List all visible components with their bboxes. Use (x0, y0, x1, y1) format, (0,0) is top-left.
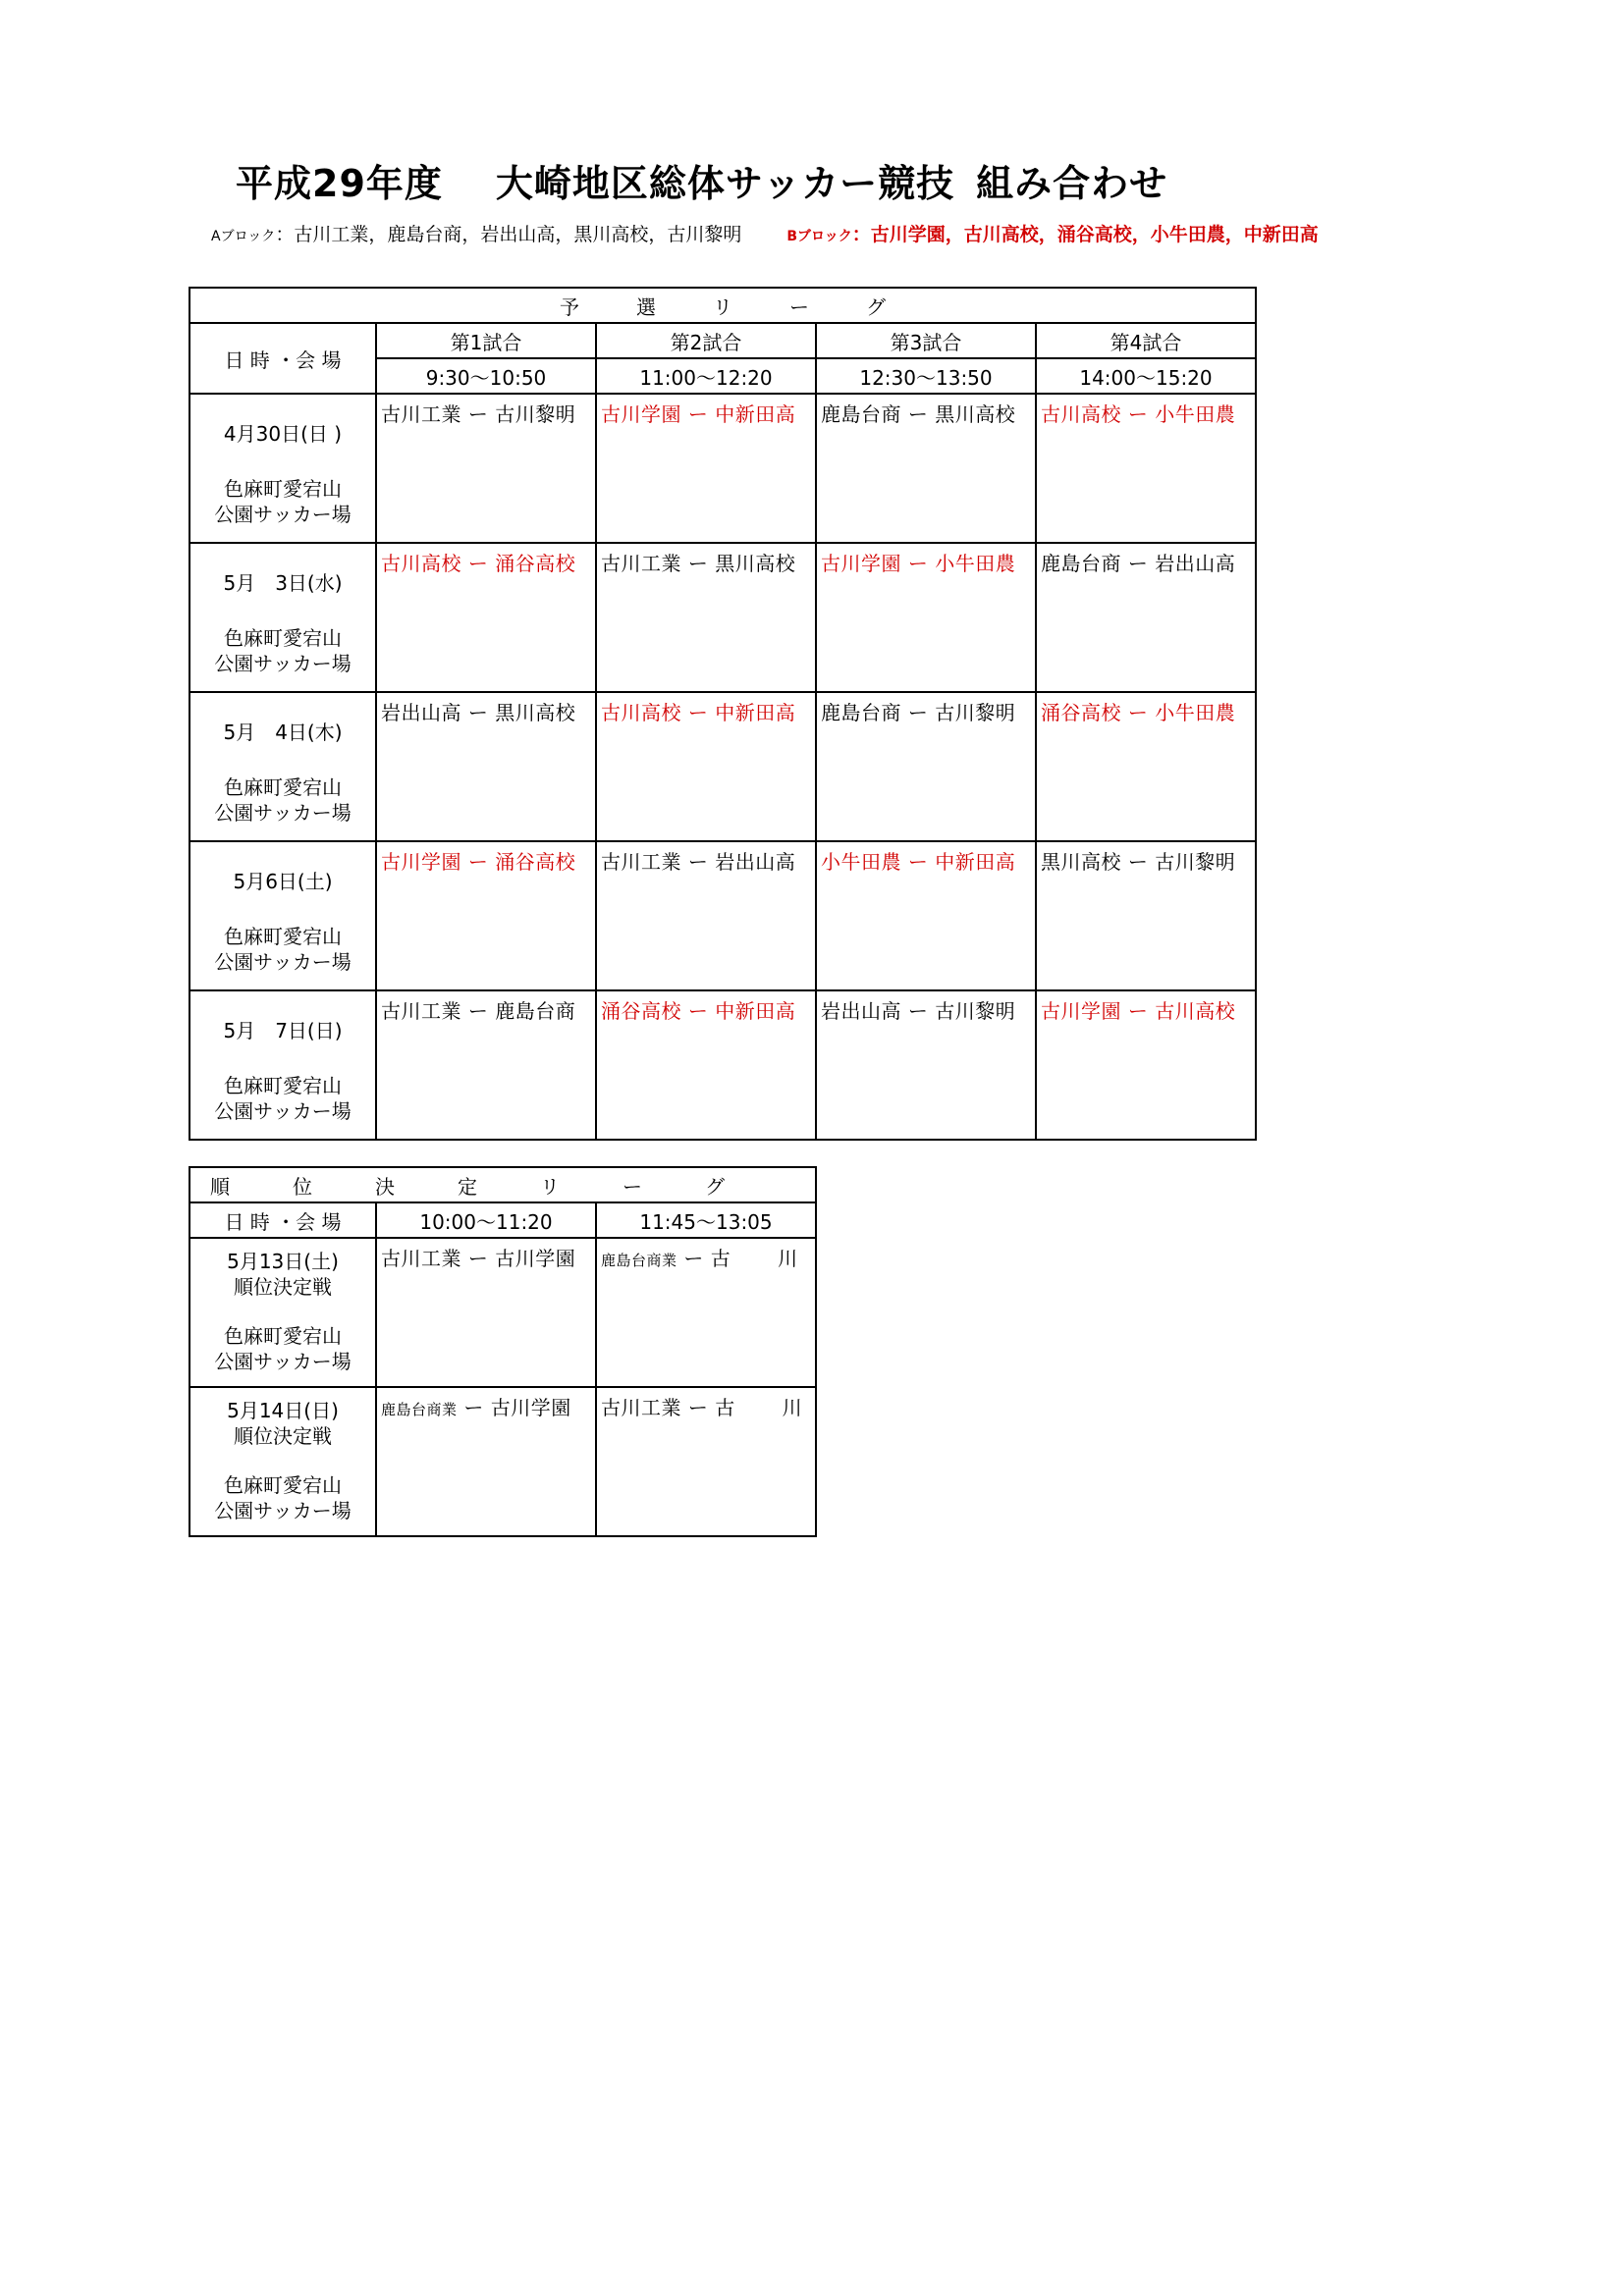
match-date: 5月6日(土) (233, 870, 333, 893)
game-cell: 古川学園 ー 小牛田農 (816, 543, 1036, 692)
table-row (189, 841, 1256, 990)
game-team-small: 鹿島台商業 (601, 1252, 677, 1269)
match-4-time: 14:00〜15:20 (1036, 358, 1256, 394)
ranking-league-table (189, 1166, 817, 1537)
match-3-label: 第3試合 (816, 323, 1036, 358)
title-sub: 組み合わせ (976, 162, 1168, 205)
venue-line-1: 色麻町愛宕山 (224, 1473, 342, 1497)
block-b-teams: ：古川学園，古川高校，涌谷高校，小牛田農，中新田高 (851, 224, 1319, 245)
match-date: 5月 7日(日) (223, 1019, 343, 1042)
final-time-2: 11:45〜13:05 (596, 1202, 816, 1238)
venue-line-2: 公園サッカー場 (214, 950, 352, 974)
date-venue-cell (189, 543, 376, 692)
game-cell: 古川学園 ー 古川高校 (1036, 990, 1256, 1140)
venue-line-1: 色麻町愛宕山 (224, 775, 342, 799)
table-row (189, 394, 1256, 543)
table-row (189, 543, 1256, 692)
match-2-label: 第2試合 (596, 323, 816, 358)
date-venue-cell (189, 990, 376, 1140)
date-venue-cell (189, 841, 376, 990)
block-a (211, 220, 741, 246)
date-venue-cell (189, 1387, 376, 1536)
game-team-small: 鹿島台商業 (381, 1401, 458, 1418)
title-main: 大崎地区総体サッカー競技 (495, 162, 955, 205)
round-label: 順位決定戦 (234, 1275, 332, 1299)
final-time-1: 10:00〜11:20 (376, 1202, 596, 1238)
table-row (189, 1238, 816, 1387)
venue-line-2: 公園サッカー場 (214, 652, 352, 675)
date-venue-cell (189, 692, 376, 841)
venue-line-2: 公園サッカー場 (214, 1350, 352, 1373)
game-cell: 古川工業 ー 黒川高校 (596, 543, 816, 692)
table-row (189, 1387, 816, 1536)
match-date: 5月 3日(水) (223, 571, 343, 595)
game-cell: 古川高校 ー 中新田高 (596, 692, 816, 841)
match-1-time: 9:30〜10:50 (376, 358, 596, 394)
round-label: 順位決定戦 (234, 1424, 332, 1448)
match-date: 5月14日(日) (227, 1399, 339, 1422)
date-venue-label: 日 時 ・会 場 (189, 1202, 376, 1238)
title-year: 平成29年度 (236, 162, 443, 205)
game-cell (596, 1238, 816, 1387)
game-team-rest: ー 古川学園 (457, 1396, 571, 1419)
venue-line-1: 色麻町愛宕山 (224, 1324, 342, 1348)
venue-line-1: 色麻町愛宕山 (224, 477, 342, 501)
game-cell (376, 1387, 596, 1536)
match-1-label: 第1試合 (376, 323, 596, 358)
game-cell: 古川工業 ー 古川黎明 (376, 394, 596, 543)
game-cell: 小牛田農 ー 中新田高 (816, 841, 1036, 990)
match-2-time: 11:00〜12:20 (596, 358, 816, 394)
prelim-header: 予選リーグ (189, 288, 1256, 323)
game-cell: 古川工業 ー 古川学園 (376, 1238, 596, 1387)
date-venue-cell (189, 1238, 376, 1387)
prelim-league-table (189, 287, 1257, 1141)
match-3-time: 12:30〜13:50 (816, 358, 1036, 394)
game-cell: 黒川高校 ー 古川黎明 (1036, 841, 1256, 990)
game-team-rest: ー 古 川 (677, 1247, 798, 1270)
block-a-teams: ：古川工業，鹿島台商，岩出山高，黒川高校，古川黎明 (275, 224, 742, 245)
match-date: 5月 4日(木) (223, 721, 343, 744)
game-cell: 古川学園 ー 涌谷高校 (376, 841, 596, 990)
venue-line-1: 色麻町愛宕山 (224, 626, 342, 650)
page-title (236, 153, 1167, 207)
game-cell: 涌谷高校 ー 中新田高 (596, 990, 816, 1140)
date-venue-cell (189, 394, 376, 543)
game-cell: 岩出山高 ー 黒川高校 (376, 692, 596, 841)
venue-line-1: 色麻町愛宕山 (224, 1074, 342, 1097)
venue-line-2: 公園サッカー場 (214, 503, 352, 526)
date-venue-label: 日 時 ・会 場 (189, 323, 376, 394)
game-cell: 古川工業 ー 鹿島台商 (376, 990, 596, 1140)
game-cell: 古川高校 ー 涌谷高校 (376, 543, 596, 692)
table-row (189, 990, 1256, 1140)
game-cell: 鹿島台商 ー 古川黎明 (816, 692, 1036, 841)
block-list (211, 220, 1319, 246)
game-cell: 古川高校 ー 小牛田農 (1036, 394, 1256, 543)
match-date: 5月13日(土) (227, 1250, 339, 1273)
game-cell: 鹿島台商 ー 黒川高校 (816, 394, 1036, 543)
block-b-label: Bブロック (786, 229, 852, 244)
game-cell: 古川工業 ー 岩出山高 (596, 841, 816, 990)
final-header: 順位決定リーグ (189, 1167, 816, 1202)
match-date: 4月30日(日 ) (223, 422, 343, 446)
venue-line-2: 公園サッカー場 (214, 1099, 352, 1123)
game-cell: 涌谷高校 ー 小牛田農 (1036, 692, 1256, 841)
block-b (786, 220, 1318, 246)
block-a-label: Aブロック (211, 229, 276, 244)
match-4-label: 第4試合 (1036, 323, 1256, 358)
venue-line-1: 色麻町愛宕山 (224, 925, 342, 948)
venue-line-2: 公園サッカー場 (214, 801, 352, 825)
game-cell: 古川学園 ー 中新田高 (596, 394, 816, 543)
game-cell: 古川工業 ー 古 川 (596, 1387, 816, 1536)
table-row (189, 692, 1256, 841)
venue-line-2: 公園サッカー場 (214, 1499, 352, 1522)
game-cell: 岩出山高 ー 古川黎明 (816, 990, 1036, 1140)
game-cell: 鹿島台商 ー 岩出山高 (1036, 543, 1256, 692)
